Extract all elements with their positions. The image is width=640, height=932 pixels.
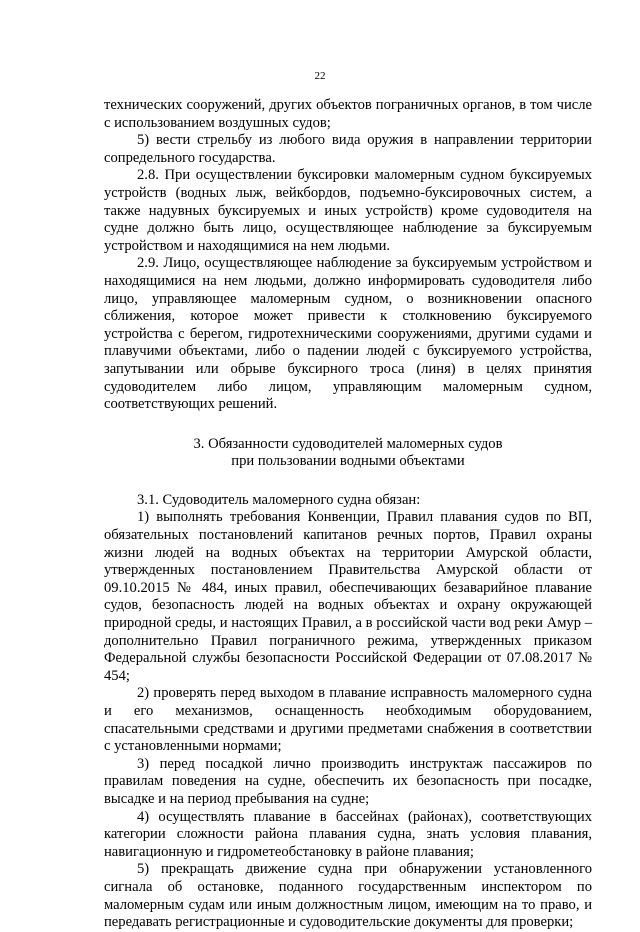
- paragraph: 3) перед посадкой лично производить инструктаж пассажиров по правилам поведения на судне, обеспечить их безопасность при посадке, высадке и на период пребывания на судне;: [104, 755, 592, 807]
- paragraph: 2.8. При осуществлении буксировки маломерным судном буксируемых устройств (водных лыж, вейкбордов, подъемно-буксировочных систем, а также надувных буксируемых и иных устройств) кроме судоводителя на судне должно быть лицо, осуществляющее наблюдение за буксируемым устройством и находящимися на нем людьми.: [104, 167, 592, 254]
- section-heading-line-2: при пользовании водными объектами: [231, 453, 465, 470]
- page-content: [104, 97, 592, 932]
- paragraph: 4) осуществлять плавание в бассейнах (районах), соответствующих категории сложности района плавания судна, знать условия плавания, навигационную и гидрометеобстановку в районе плавания;: [104, 808, 592, 860]
- paragraphs-top: [104, 97, 592, 414]
- paragraph: 1) выполнять требования Конвенции, Правил плавания судов по ВП, обязательных постановлений капитанов речных портов, Правил охраны жизни людей на водных объектах на территории Амурской области, утвержденных постановлением Правительства Амурской области от 09.10.2015 № 484, иных правил, обеспечивающих безаварийное плавание судов, безопасность людей на водных объектах и охрану окружающей природной среды, и настоящих Правил, а в российской части вод реки Амур – дополнительно Правил пограничного режима, утвержденных приказом Федеральной службы безопасности Российской Федерации от 07.08.2017 № 454;: [104, 509, 592, 684]
- paragraph: 5) вести стрельбу из любого вида оружия в направлении территории сопредельного государства.: [104, 132, 592, 166]
- page-number: 22: [314, 70, 326, 82]
- section-heading-line-1: 3. Обязанности судоводителей маломерных судов: [193, 435, 503, 452]
- section-heading: [104, 436, 592, 471]
- paragraph: 5) прекращать движение судна при обнаружении установленного сигнала об остановке, поданного государственным инспектором по маломерным судам или иным должностным лицом, имеющим на то право, и передавать регистрационные и судоводительские документы для проверки;: [104, 861, 592, 931]
- paragraph: 2.9. Лицо, осуществляющее наблюдение за буксируемым устройством и находящимися на нем людьми, должно информировать судоводителя либо лицо, управляющее маломерным судном, о возникновении опасного сближения, которое может привести к столкновению буксируемого устройства с берегом, гидротехническими сооружениями, другими судами и плавучими объектами, либо о падении людей с буксируемого устройства, запутывании или обрыве буксирного троса (линя) в целях принятия судоводителем либо лицом, управляющим маломерным судном, соответствующих решений.: [104, 255, 592, 413]
- paragraph: 2) проверять перед выходом в плавание исправность маломерного судна и его механизмов, оснащенность необходимым оборудованием, спасательными средствами и другими предметами снабжения в соответствии с установленными нормами;: [104, 685, 592, 755]
- paragraphs-bottom: [104, 492, 592, 932]
- paragraph: 3.1. Судоводитель маломерного судна обязан:: [137, 491, 421, 508]
- paragraph: технических сооружений, других объектов пограничных органов, в том числе с использованием воздушных судов;: [104, 97, 592, 131]
